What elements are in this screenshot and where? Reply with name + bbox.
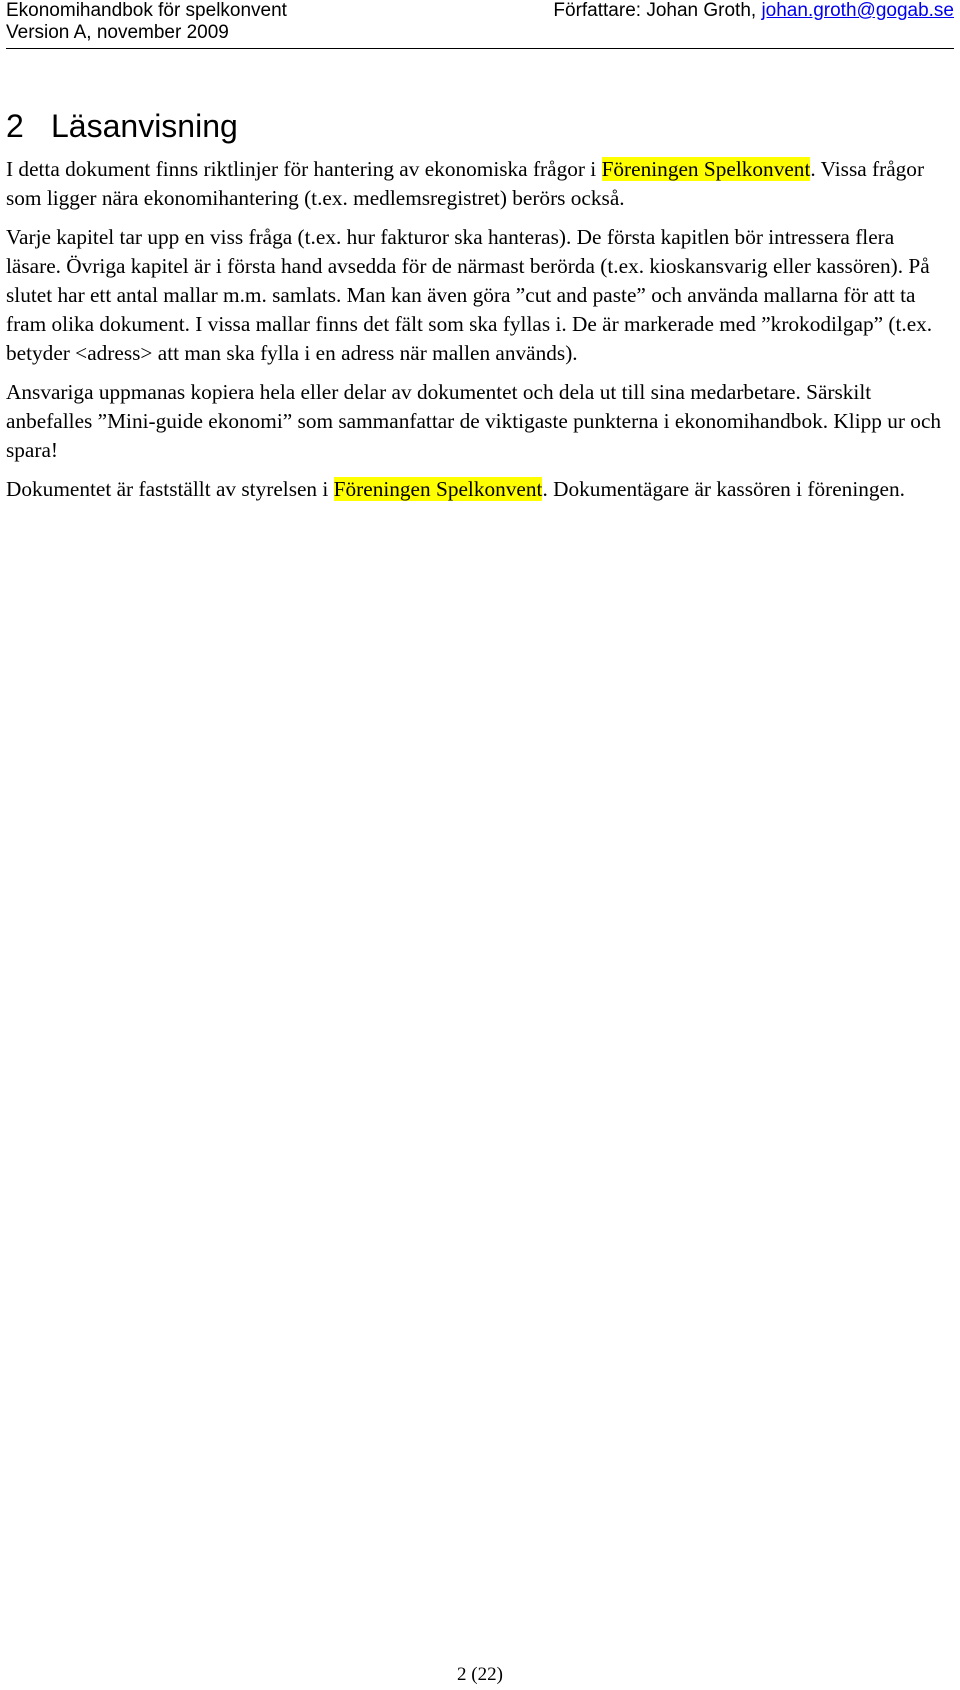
- author-email-link[interactable]: johan.groth@gogab.se: [761, 0, 954, 21]
- paragraph-owner-text-b: . Dokumentägare är kassören i föreningen.: [542, 477, 905, 501]
- paragraph-chapters: Varje kapitel tar upp en viss fråga (t.ex. hur fakturor ska hanteras). De första kapitlen bör intressera flera läsare. Övriga kapitel är i första hand avsedda för de närmast berörda (t.ex. kioskansvarig eller kassören). På slutet har ett antal mallar m.m. samlats. Man kan även göra ”cut and paste” och använda mallarna för att ta fram olika dokument. I vissa mallar finns det fält som ska fyllas i. De är markerade med ”krokodilgap” (t.ex. betyder <adress> att man ska fylla i en adress när mallen används).: [6, 225, 933, 365]
- paragraph-intro-text-a: I detta dokument finns riktlinjer för hantering av ekonomiska frågor i: [6, 157, 602, 181]
- paragraph-owner-text-a: Dokumentet är fastställt av styrelsen i: [6, 477, 334, 501]
- author-line: [553, 0, 954, 22]
- highlighted-organization-name: Föreningen Spelkonvent: [333, 477, 543, 501]
- author-label: Författare: Johan Groth,: [553, 0, 762, 21]
- paragraph-intro-text-b: . Vissa frågor som ligger nära ekonomihantering (t.ex. medlemsregistret) berörs också.: [6, 157, 925, 210]
- document-title: Ekonomihandbok för spelkonvent: [6, 0, 287, 21]
- section-number: 2: [6, 108, 24, 144]
- page-header: [6, 0, 954, 49]
- document-version: Version A, november 2009: [6, 22, 229, 43]
- section-title: Läsanvisning: [51, 108, 238, 144]
- page-number: 2 (22): [457, 1664, 503, 1685]
- highlighted-organization-name: Föreningen Spelkonvent: [601, 157, 811, 181]
- section-heading: [6, 102, 951, 150]
- paragraph-responsibles: Ansvariga uppmanas kopiera hela eller delar av dokumentet och dela ut till sina medarbetare. Särskilt anbefalles ”Mini-guide ekonomi” som sammanfattar de viktigaste punkterna i ekonomihandbok. Klipp ur och spara!: [6, 380, 942, 462]
- paragraph-owner: [6, 475, 951, 504]
- document-body: [6, 102, 951, 514]
- paragraph-intro: [6, 155, 951, 213]
